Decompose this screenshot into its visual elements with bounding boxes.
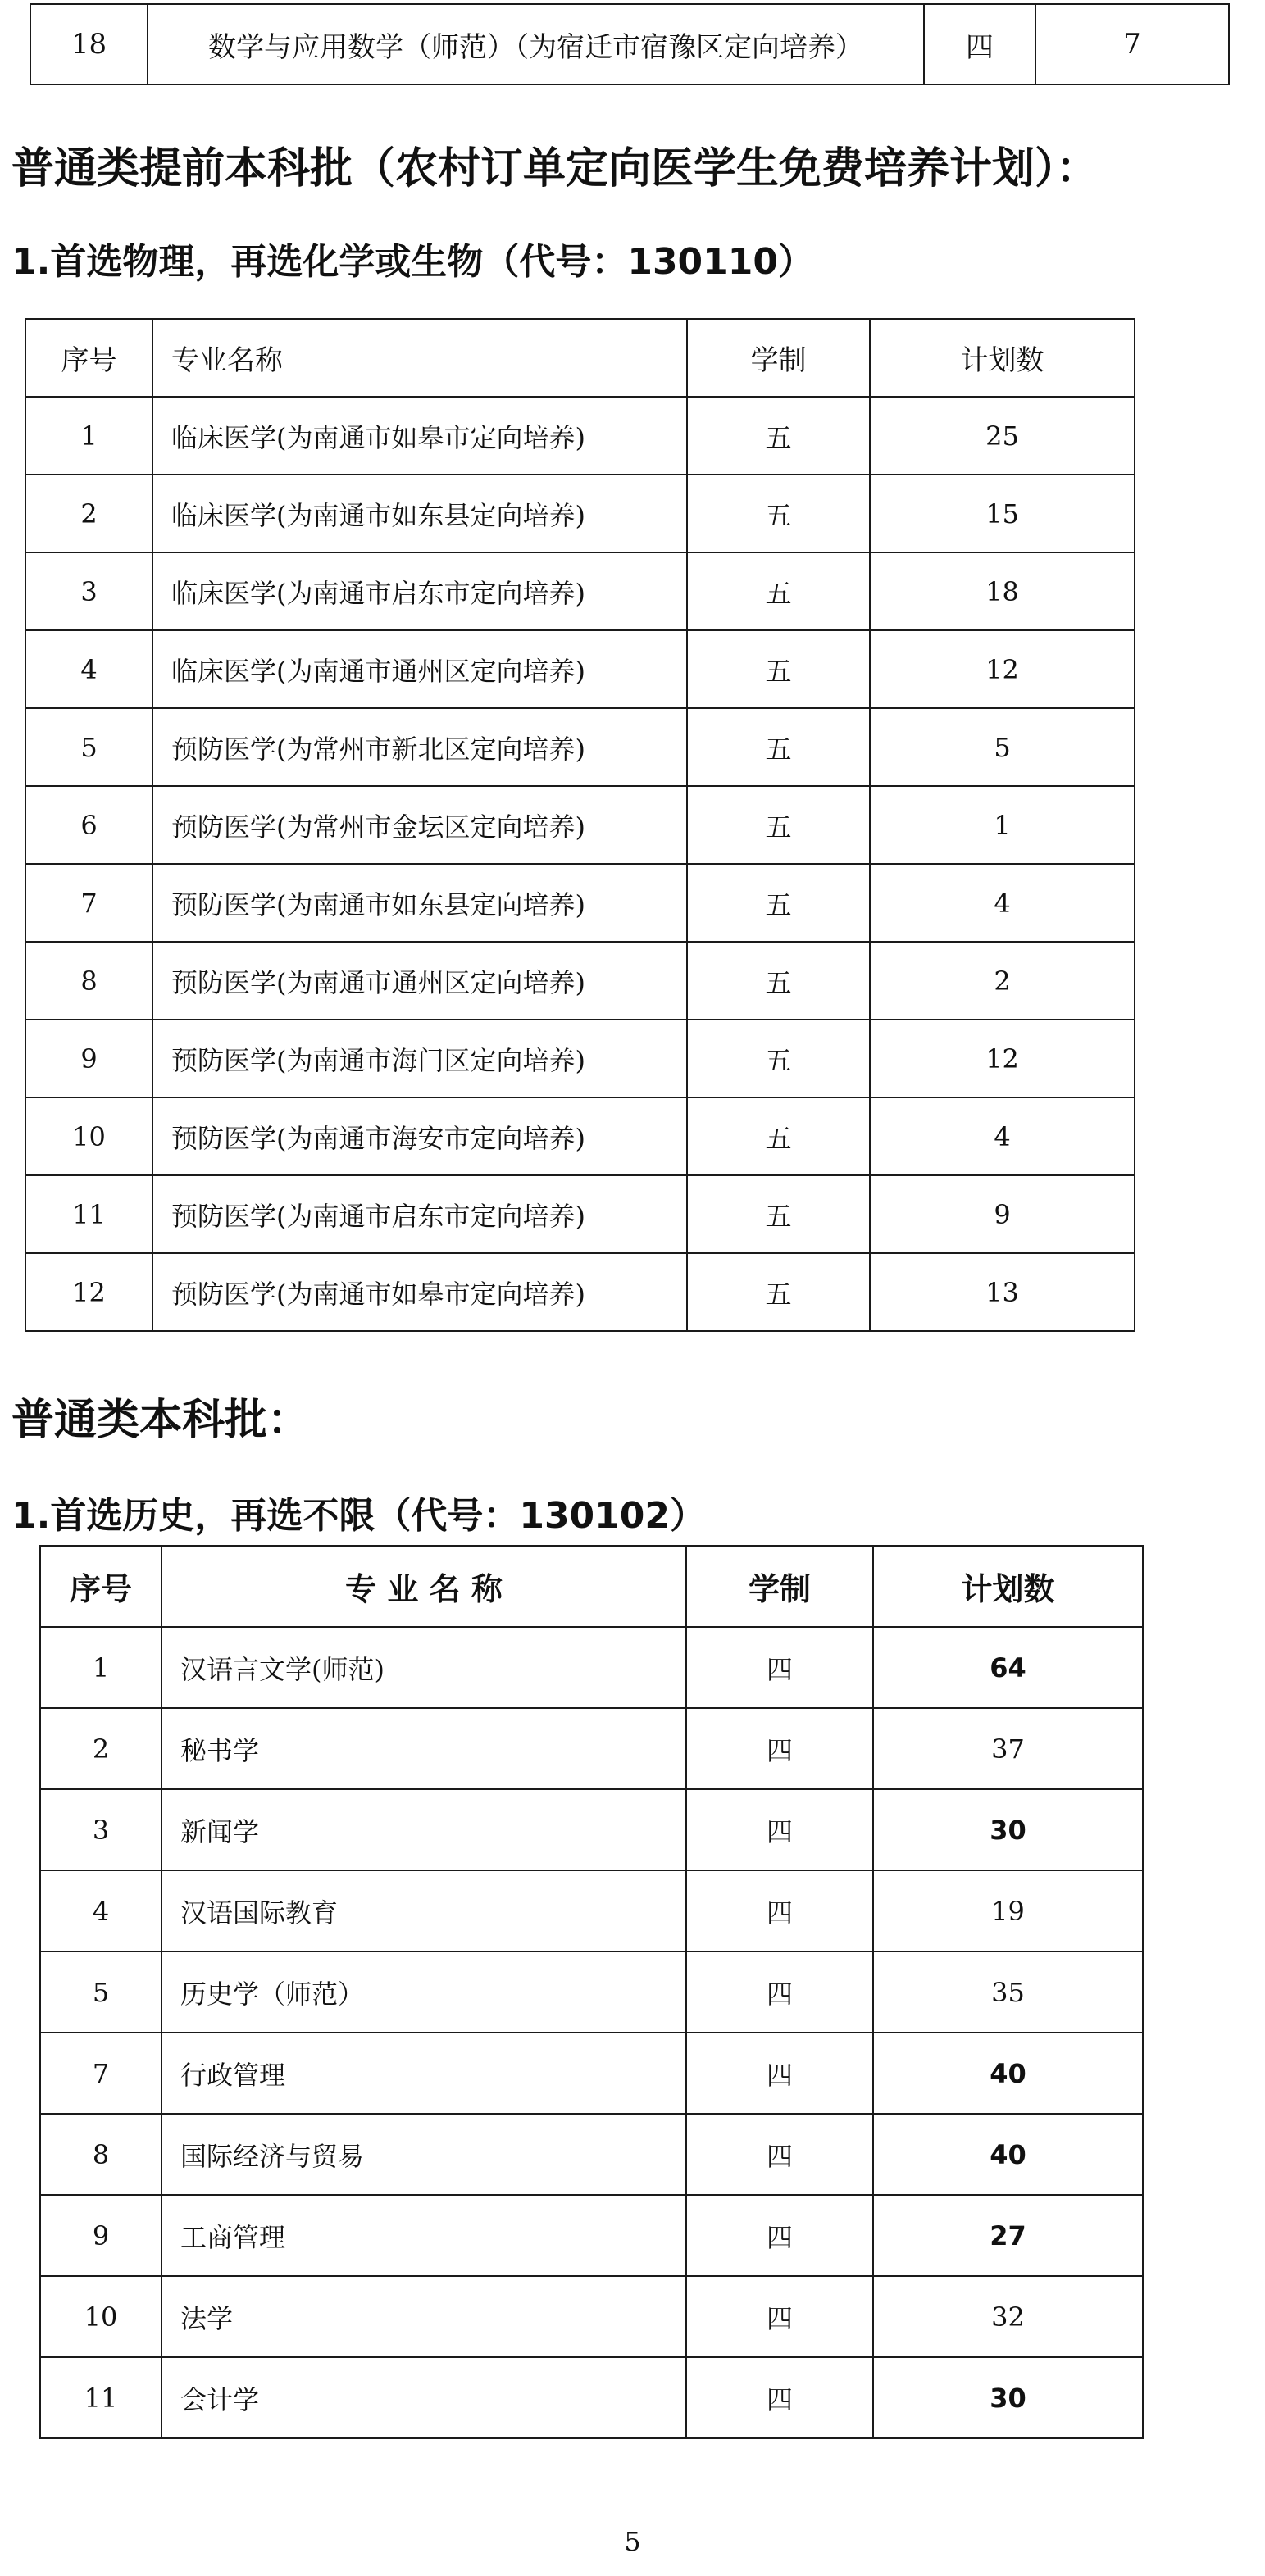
section-title-early-batch: 普通类提前本科批（农村订单定向医学生免费培养计划）： (11, 144, 1099, 193)
cell-no: 1 (40, 1627, 162, 1708)
cell-name: 临床医学(为南通市启东市定向培养) (152, 552, 687, 630)
table-header-row (25, 319, 1135, 397)
cell-name: 国际经济与贸易 (162, 2114, 686, 2195)
header-years: 学制 (686, 1546, 873, 1627)
cell-no: 11 (40, 2357, 162, 2438)
cell-no: 4 (40, 1870, 162, 1951)
table-row (25, 630, 1135, 708)
cell-no: 6 (25, 786, 152, 864)
cell-name: 临床医学(为南通市通州区定向培养) (152, 630, 687, 708)
cell-name: 汉语言文学(师范) (162, 1627, 686, 1708)
cell-name: 预防医学(为常州市新北区定向培养) (152, 708, 687, 786)
cell-plan: 2 (870, 942, 1135, 1020)
cell-plan: 37 (873, 1708, 1143, 1789)
cell-no: 3 (25, 552, 152, 630)
header-plan: 计划数 (873, 1546, 1143, 1627)
cell-years: 五 (687, 397, 870, 475)
cell-no: 1 (25, 397, 152, 475)
medical-plan-table (25, 318, 1135, 1332)
section-subtitle-physics: 1.首选物理，再选化学或生物（代号：130110） (11, 241, 815, 283)
cell-years: 四 (924, 4, 1035, 84)
cell-years: 五 (687, 786, 870, 864)
cell-years: 四 (686, 2276, 873, 2357)
cell-plan: 18 (870, 552, 1135, 630)
cell-no: 9 (25, 1020, 152, 1097)
cell-years: 五 (687, 864, 870, 942)
cell-no: 7 (40, 2033, 162, 2114)
cell-no: 5 (25, 708, 152, 786)
cell-years: 五 (687, 708, 870, 786)
table-row (40, 2114, 1143, 2195)
cell-name: 法学 (162, 2276, 686, 2357)
cell-name: 会计学 (162, 2357, 686, 2438)
cell-name: 历史学（师范） (162, 1951, 686, 2033)
cell-plan: 12 (870, 1020, 1135, 1097)
cell-plan: 40 (873, 2033, 1143, 2114)
cell-name: 秘书学 (162, 1708, 686, 1789)
table-row (25, 1097, 1135, 1175)
cell-name: 预防医学(为南通市海门区定向培养) (152, 1020, 687, 1097)
cell-years: 四 (686, 2033, 873, 2114)
cell-years: 五 (687, 1097, 870, 1175)
page-number: 5 (624, 2526, 641, 2557)
cell-name: 预防医学(为南通市海安市定向培养) (152, 1097, 687, 1175)
cell-plan: 5 (870, 708, 1135, 786)
cell-plan: 30 (873, 1789, 1143, 1870)
cell-years: 五 (687, 475, 870, 552)
cell-plan: 9 (870, 1175, 1135, 1253)
table-row (40, 2357, 1143, 2438)
table-row (40, 1789, 1143, 1870)
cell-no: 9 (40, 2195, 162, 2276)
section-subtitle-history: 1.首选历史，再选不限（代号：130102） (11, 1495, 707, 1537)
cell-no: 18 (30, 4, 148, 84)
table-row (25, 1253, 1135, 1331)
cell-years: 五 (687, 942, 870, 1020)
cell-name: 预防医学(为南通市启东市定向培养) (152, 1175, 687, 1253)
table-row (30, 4, 1229, 84)
header-years: 学制 (687, 319, 870, 397)
table-row (40, 1951, 1143, 2033)
cell-plan: 40 (873, 2114, 1143, 2195)
header-plan: 计划数 (870, 319, 1135, 397)
cell-no: 4 (25, 630, 152, 708)
cell-name: 预防医学(为南通市通州区定向培养) (152, 942, 687, 1020)
cell-plan: 4 (870, 1097, 1135, 1175)
cell-no: 11 (25, 1175, 152, 1253)
history-plan-table (39, 1545, 1144, 2439)
cell-plan: 13 (870, 1253, 1135, 1331)
cell-no: 2 (25, 475, 152, 552)
table-row (40, 1870, 1143, 1951)
cell-name: 新闻学 (162, 1789, 686, 1870)
table-row (40, 2195, 1143, 2276)
table-row (25, 864, 1135, 942)
cell-no: 3 (40, 1789, 162, 1870)
header-no: 序号 (25, 319, 152, 397)
cell-no: 8 (25, 942, 152, 1020)
cell-plan: 32 (873, 2276, 1143, 2357)
table-row (25, 942, 1135, 1020)
cell-years: 五 (687, 1020, 870, 1097)
cell-years: 五 (687, 630, 870, 708)
table-row (25, 552, 1135, 630)
cell-name: 预防医学(为南通市如东县定向培养) (152, 864, 687, 942)
cell-years: 四 (686, 1627, 873, 1708)
cell-plan: 7 (1035, 4, 1229, 84)
cell-name: 行政管理 (162, 2033, 686, 2114)
cell-plan: 64 (873, 1627, 1143, 1708)
section-title-regular-batch: 普通类本科批： (11, 1396, 311, 1445)
cell-plan: 1 (870, 786, 1135, 864)
cell-no: 12 (25, 1253, 152, 1331)
header-name: 专 业 名 称 (162, 1546, 686, 1627)
cell-name: 数学与应用数学（师范）（为宿迁市宿豫区定向培养） (148, 4, 924, 84)
cell-plan: 15 (870, 475, 1135, 552)
cell-plan: 25 (870, 397, 1135, 475)
table-row (25, 1020, 1135, 1097)
continued-table (30, 3, 1230, 85)
cell-name: 工商管理 (162, 2195, 686, 2276)
table-row (25, 786, 1135, 864)
cell-plan: 4 (870, 864, 1135, 942)
table-row (40, 2033, 1143, 2114)
cell-years: 四 (686, 2114, 873, 2195)
cell-years: 四 (686, 1951, 873, 2033)
table-row (25, 475, 1135, 552)
table-row (25, 708, 1135, 786)
table-header-row (40, 1546, 1143, 1627)
table-row (25, 397, 1135, 475)
cell-plan: 35 (873, 1951, 1143, 2033)
cell-years: 五 (687, 1175, 870, 1253)
cell-name: 汉语国际教育 (162, 1870, 686, 1951)
cell-plan: 19 (873, 1870, 1143, 1951)
cell-no: 10 (40, 2276, 162, 2357)
cell-years: 五 (687, 1253, 870, 1331)
header-name: 专业名称 (152, 319, 687, 397)
cell-name: 预防医学(为常州市金坛区定向培养) (152, 786, 687, 864)
cell-no: 2 (40, 1708, 162, 1789)
cell-years: 四 (686, 2195, 873, 2276)
table-row (25, 1175, 1135, 1253)
cell-plan: 27 (873, 2195, 1143, 2276)
cell-no: 10 (25, 1097, 152, 1175)
cell-years: 四 (686, 1870, 873, 1951)
cell-no: 5 (40, 1951, 162, 2033)
cell-years: 四 (686, 2357, 873, 2438)
cell-years: 四 (686, 1789, 873, 1870)
cell-name: 预防医学(为南通市如皋市定向培养) (152, 1253, 687, 1331)
cell-plan: 30 (873, 2357, 1143, 2438)
cell-no: 7 (25, 864, 152, 942)
table-row (40, 1708, 1143, 1789)
table-row (40, 1627, 1143, 1708)
cell-years: 五 (687, 552, 870, 630)
cell-no: 8 (40, 2114, 162, 2195)
header-no: 序号 (40, 1546, 162, 1627)
table-row (40, 2276, 1143, 2357)
cell-years: 四 (686, 1708, 873, 1789)
cell-name: 临床医学(为南通市如东县定向培养) (152, 475, 687, 552)
cell-name: 临床医学(为南通市如皋市定向培养) (152, 397, 687, 475)
cell-plan: 12 (870, 630, 1135, 708)
